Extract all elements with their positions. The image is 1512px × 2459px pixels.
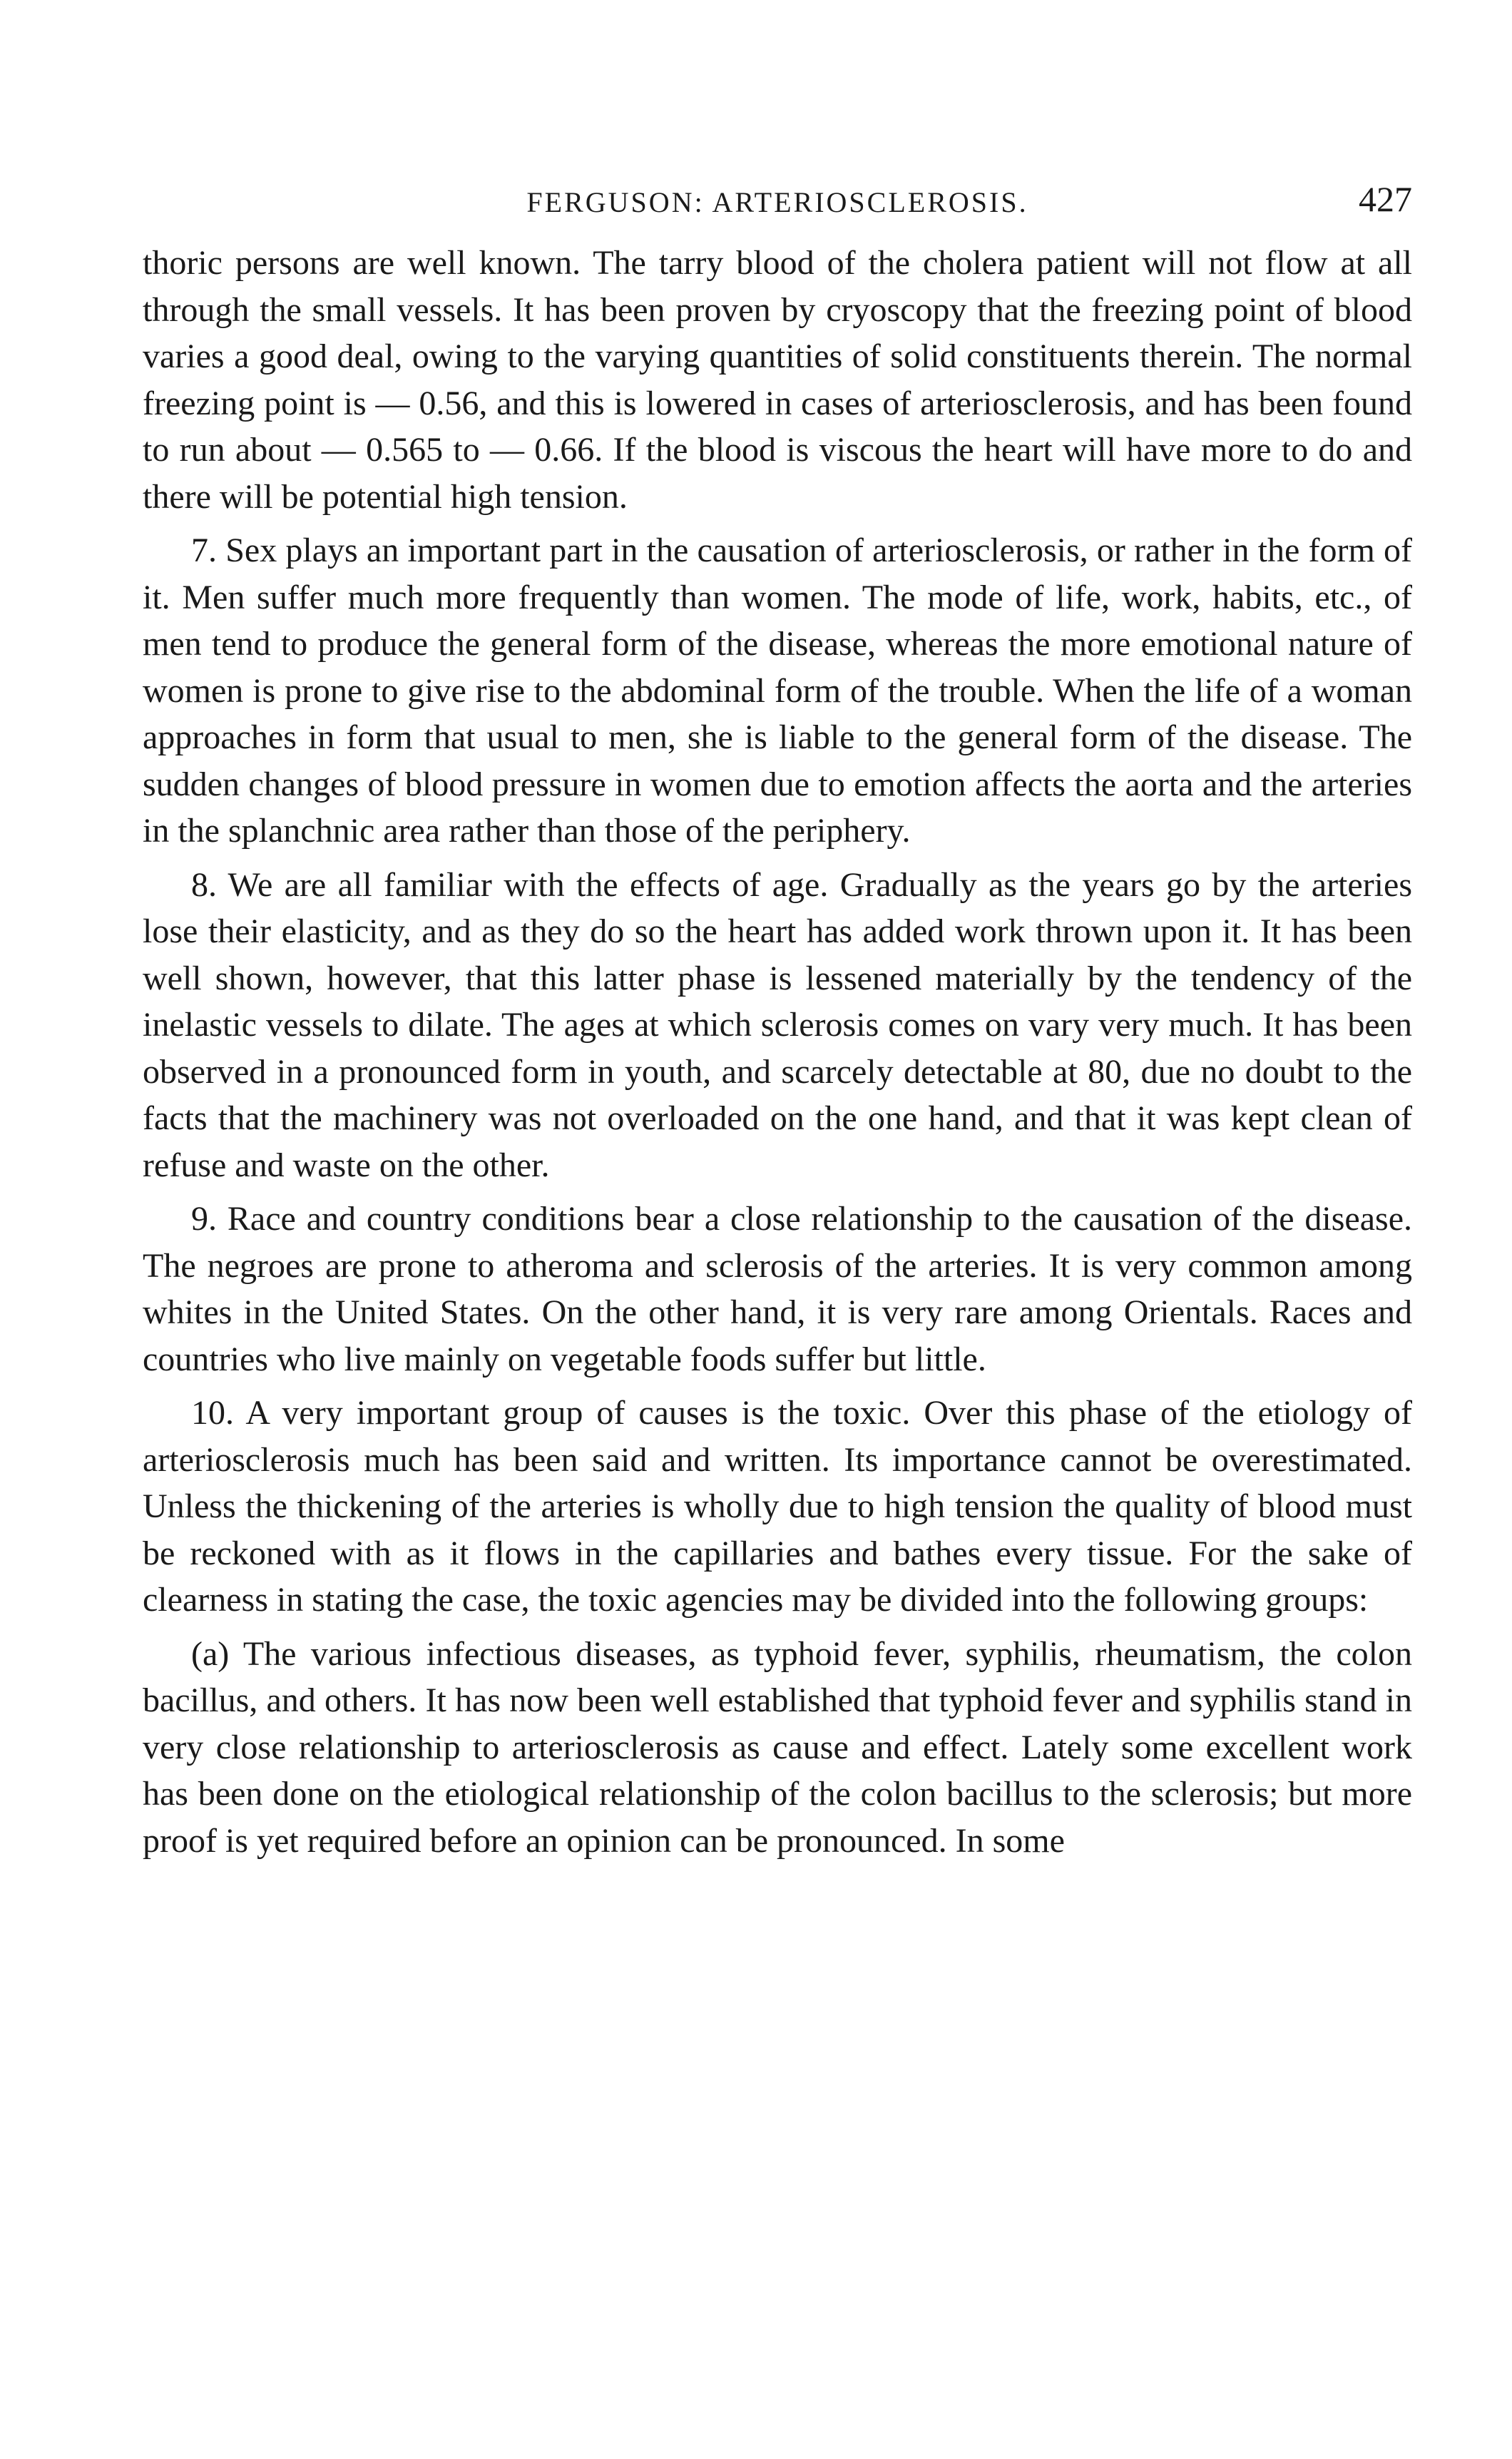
running-title: FERGUSON: ARTERIOSCLEROSIS. bbox=[526, 186, 1028, 218]
document-page bbox=[143, 178, 1412, 1871]
paragraph-9-race: 9. Race and country conditions bear a close relationship to the causation of the disease. The negroes are prone to atheroma and sclerosis of the arteries. It is very common among whites in the United States. On the other hand, it is very rare among Orientals. Races and countries who live mainly on vegetable foods suffer but little. bbox=[143, 1200, 1412, 1378]
paragraph-a-infectious: (a) The various infectious diseases, as typhoid fever, syphilis, rheumatism, the colon bacillus, and others. It has now been well established that typhoid fever and syphilis stand in very close relationship to arteriosclerosis as cause and effect. Lately some excellent work has been done on the etiological relationship of the colon bacillus to the sclerosis; but more proof is yet required before an opinion can be pronounced. In some bbox=[143, 1634, 1412, 1860]
paragraph-10-toxic: 10. A very important group of causes is the toxic. Over this phase of the etiology of arteriosclerosis much has been said and written. Its importance cannot be overestimated. Unless the thickening of the arteries is wholly due to high tension the quality of blood must be reckoned with as it flows in the capillaries and bathes every tissue. For the sake of clearness in stating the case, the toxic agencies may be divided into the following groups: bbox=[143, 1394, 1412, 1619]
page-number: 427 bbox=[1359, 179, 1412, 219]
running-header bbox=[143, 178, 1412, 235]
body-text bbox=[143, 240, 1412, 1864]
paragraph-8-age: 8. We are all familiar with the effects of age. Gradually as the years go by the arteries lose their elasticity, and as they do so the heart has added work thrown upon it. It has been well shown, however, that this latter phase is lessened materially by the tendency of the inelastic vessels to dilate. The ages at which sclerosis comes on vary very much. It has been observed in a pronounced form in youth, and scarcely detectable at 80, due no doubt to the facts that the machinery was not overloaded on the one hand, and that it was kept clean of refuse and waste on the other. bbox=[143, 865, 1412, 1184]
paragraph-7-sex: 7. Sex plays an important part in the causation of arteriosclerosis, or rather in the form of it. Men suffer much more frequently than women. The mode of life, work, habits, etc., of men tend to produce the general form of the disease, whereas the more emotional nature of women is prone to give rise to the abdominal form of the trouble. When the life of a woman approaches in form that usual to men, she is liable to the general form of the disease. The sudden changes of blood pressure in women due to emotion affects the aorta and the arteries in the splanchnic area rather than those of the periphery. bbox=[143, 531, 1412, 850]
paragraph-continued: thoric persons are well known. The tarry blood of the cholera patient will not flow at all through the small vessels. It has been proven by cryoscopy that the freezing point of blood varies a good deal, owing to the varying quantities of solid constituents therein. The normal freezing point is — 0.56, and this is lowered in cases of arteriosclerosis, and has been found to run about — 0.565 to — 0.66. If the blood is viscous the heart will have more to do and there will be potential high tension. bbox=[143, 244, 1412, 516]
